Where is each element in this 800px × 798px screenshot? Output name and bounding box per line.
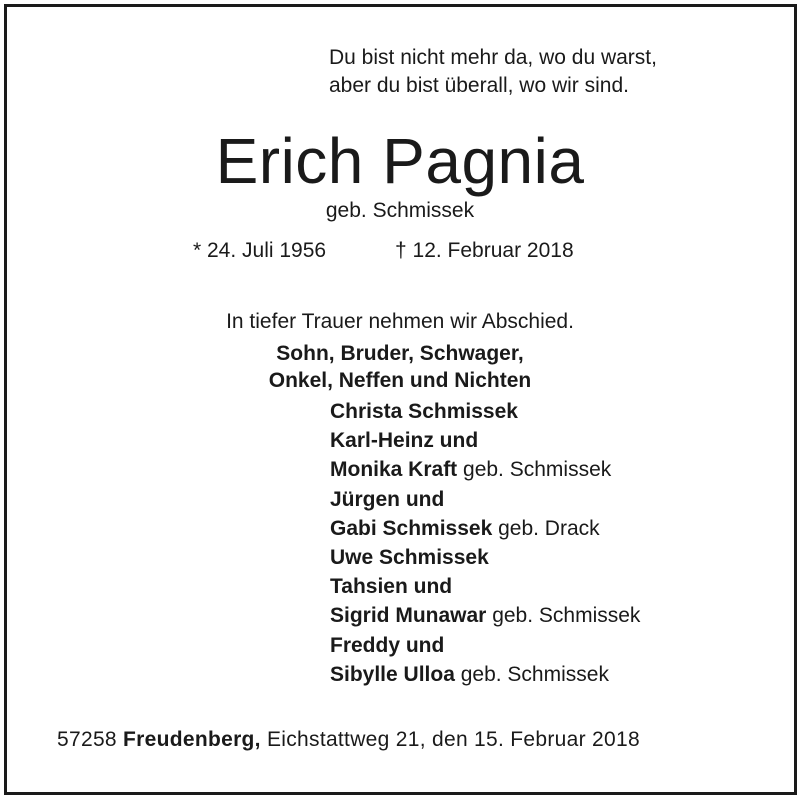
list-item [330, 660, 640, 689]
birth-name: geb. Schmissek [325, 199, 475, 222]
mourner-name: Christa Schmissek [330, 400, 518, 423]
mourner-note: geb. Drack [492, 516, 600, 540]
mourner-name: Freddy und [330, 633, 445, 657]
mourner-name: Sigrid Munawar [330, 604, 487, 628]
list-item [330, 397, 640, 426]
address-line [57, 726, 640, 754]
mourning-text: In tiefer Trauer nehmen wir Abschied. [226, 310, 574, 333]
mourner-note: geb. Schmissek [454, 662, 609, 686]
list-item [330, 426, 640, 455]
death-date: † 12. Februar 2018 [395, 239, 574, 262]
mourner-name: Gabi Schmissek [330, 516, 493, 540]
mourner-name: Jürgen und [330, 487, 445, 511]
mourner-name: Uwe Schmissek [330, 546, 489, 570]
birth-date: * 24. Juli 1956 [193, 239, 327, 262]
list-item [330, 455, 640, 484]
deceased-name: Erich Pagnia [215, 125, 585, 197]
mourner-name: Monika Kraft [330, 458, 458, 482]
list-item [330, 601, 640, 630]
quote-line: Du bist nicht mehr da, wo du warst, [329, 46, 657, 69]
mourner-note: geb. Schmissek [486, 604, 641, 628]
list-item [330, 572, 640, 601]
city: Freudenberg, [123, 728, 261, 751]
mourner-note: geb. Schmissek [457, 458, 612, 482]
mourner-name: Karl-Heinz und [330, 429, 479, 453]
postcode: 57258 [57, 728, 124, 751]
list-item [330, 514, 640, 543]
family-group-line: Sohn, Bruder, Schwager, [276, 342, 524, 365]
family-group [0, 340, 800, 394]
mourner-name: Sibylle Ulloa [330, 662, 455, 686]
mourner-name: Tahsien und [330, 575, 453, 599]
address-date: Eichstattweg 21, den 15. Februar 2018 [260, 728, 640, 751]
quote-line: aber du bist überall, wo wir sind. [329, 74, 629, 97]
list-item [330, 631, 640, 660]
family-group-line: Onkel, Neffen und Nichten [268, 369, 532, 392]
list-item [330, 543, 640, 572]
list-item [330, 485, 640, 514]
mourners-list [330, 397, 640, 689]
memorial-quote [329, 44, 657, 100]
